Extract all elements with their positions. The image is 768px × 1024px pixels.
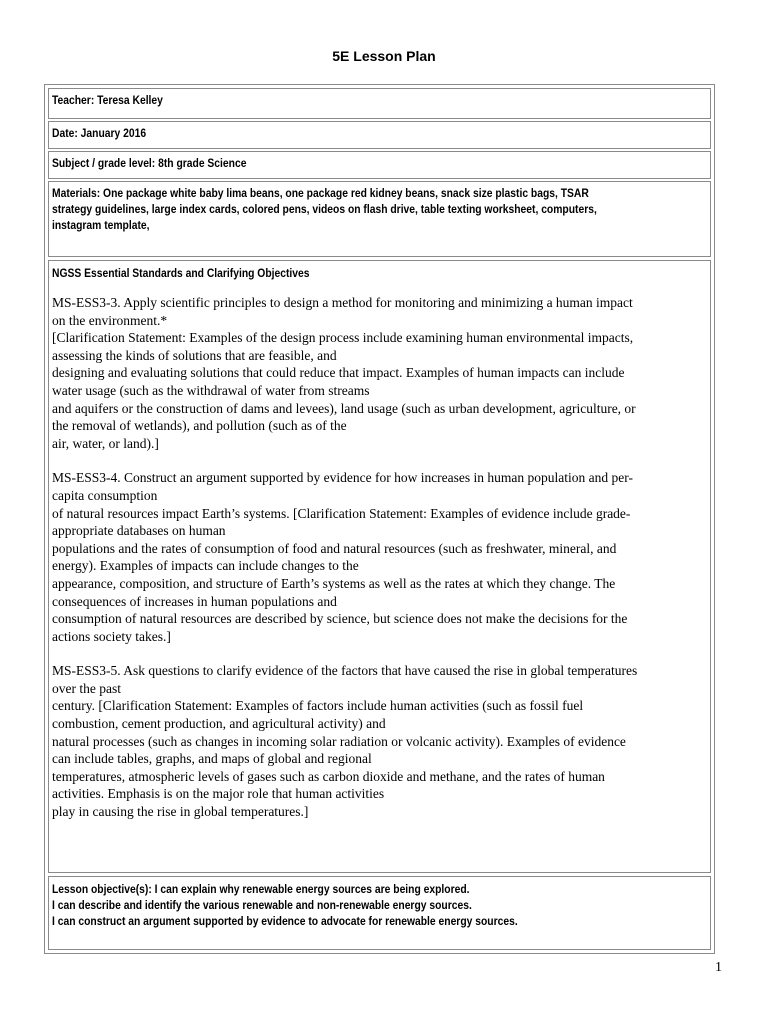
standard-line: designing and evaluating solutions that could reduce that impact. Examples of human impacts can include bbox=[52, 365, 625, 381]
materials-line: Materials: One package white baby lima beans, one package red kidney beans, snack size plastic bags, TSAR bbox=[52, 186, 589, 200]
page-number: 1 bbox=[715, 960, 722, 975]
materials-text bbox=[52, 185, 706, 233]
standard-line: century. [Clarification Statement: Examples of factors include human activities (such as fossil fuel bbox=[52, 698, 584, 714]
standard-line: the removal of wetlands), and pollution (such as of the bbox=[52, 418, 347, 434]
standard-line: activities. Emphasis is on the major role that human activities bbox=[52, 786, 385, 802]
standard-line: and aquifers or the construction of dams and levees), land usage (such as urban development, agriculture, or bbox=[52, 400, 636, 416]
standard-line: consequences of increases in human populations and bbox=[52, 593, 337, 609]
standard-line: can include tables, graphs, and maps of global and regional bbox=[52, 751, 372, 767]
standard-line: appropriate databases on human bbox=[52, 523, 226, 539]
standard-line: appearance, composition, and structure of Earth’s systems as well as the rates at which they change. The bbox=[52, 575, 616, 591]
standard-line: energy). Examples of impacts can include changes to the bbox=[52, 558, 359, 574]
standard-line: temperatures, atmospheric levels of gases such as carbon dioxide and methane, and the rates of human bbox=[52, 768, 605, 784]
standard-line: on the environment.* bbox=[52, 312, 168, 328]
objective-line: I can construct an argument supported by evidence to advocate for renewable energy sources. bbox=[52, 914, 518, 928]
standard-line: assessing the kinds of solutions that are feasible, and bbox=[52, 347, 337, 363]
date-text: Date: January 2016 bbox=[52, 126, 147, 140]
standards-body bbox=[52, 294, 707, 821]
standard-line: MS-ESS3-3. Apply scientific principles to design a method for monitoring and minimizing a human impact bbox=[52, 295, 633, 310]
teacher-row bbox=[48, 88, 711, 119]
standard-line: over the past bbox=[52, 680, 121, 696]
objective-line: I can describe and identify the various renewable and non-renewable energy sources. bbox=[52, 898, 472, 912]
standard-line: [Clarification Statement: Examples of the design process include examining human environmental impacts, bbox=[52, 330, 634, 346]
standard-line: natural processes (such as changes in incoming solar radiation or volcanic activity). Examples of evidence bbox=[52, 733, 626, 749]
standard-ms-ess3-4 bbox=[52, 469, 707, 645]
standard-line: play in causing the rise in global temperatures.] bbox=[52, 804, 309, 820]
objectives-row bbox=[48, 876, 711, 950]
standard-line: of natural resources impact Earth’s systems. [Clarification Statement: Examples of evidence include grade- bbox=[52, 505, 631, 521]
standard-line: capita consumption bbox=[52, 487, 158, 503]
standard-ms-ess3-5 bbox=[52, 662, 707, 820]
subject-text: Subject / grade level: 8th grade Science bbox=[52, 156, 247, 170]
standard-line: consumption of natural resources are described by science, but science does not make the decisions for the bbox=[52, 611, 628, 627]
standard-line: populations and the rates of consumption of food and natural resources (such as freshwater, mineral, and bbox=[52, 540, 617, 556]
objectives-text bbox=[52, 881, 706, 929]
standard-line: air, water, or land).] bbox=[52, 435, 159, 451]
standard-line: actions society takes.] bbox=[52, 628, 171, 644]
subject-row bbox=[48, 151, 711, 179]
standard-ms-ess3-3 bbox=[52, 294, 707, 452]
standard-line: MS-ESS3-4. Construct an argument supported by evidence for how increases in human population and per- bbox=[52, 470, 633, 486]
teacher-text: Teacher: Teresa Kelley bbox=[52, 93, 163, 107]
standards-heading: NGSS Essential Standards and Clarifying Objectives bbox=[52, 266, 310, 280]
page-title: 5E Lesson Plan bbox=[332, 48, 436, 64]
date-row bbox=[48, 121, 711, 149]
standards-row bbox=[48, 260, 711, 873]
objective-line: Lesson objective(s): I can explain why renewable energy sources are being explored. bbox=[52, 882, 470, 896]
standard-line: MS-ESS3-5. Ask questions to clarify evidence of the factors that have caused the rise in global temperatures bbox=[52, 663, 638, 679]
materials-line: instagram template, bbox=[52, 218, 150, 232]
standard-line: combustion, cement production, and agricultural activity) and bbox=[52, 716, 386, 732]
materials-row bbox=[48, 181, 711, 257]
materials-line: strategy guidelines, large index cards, colored pens, videos on flash drive, table texting worksheet, computers, bbox=[52, 202, 597, 216]
standard-line: water usage (such as the withdrawal of water from streams bbox=[52, 382, 370, 398]
